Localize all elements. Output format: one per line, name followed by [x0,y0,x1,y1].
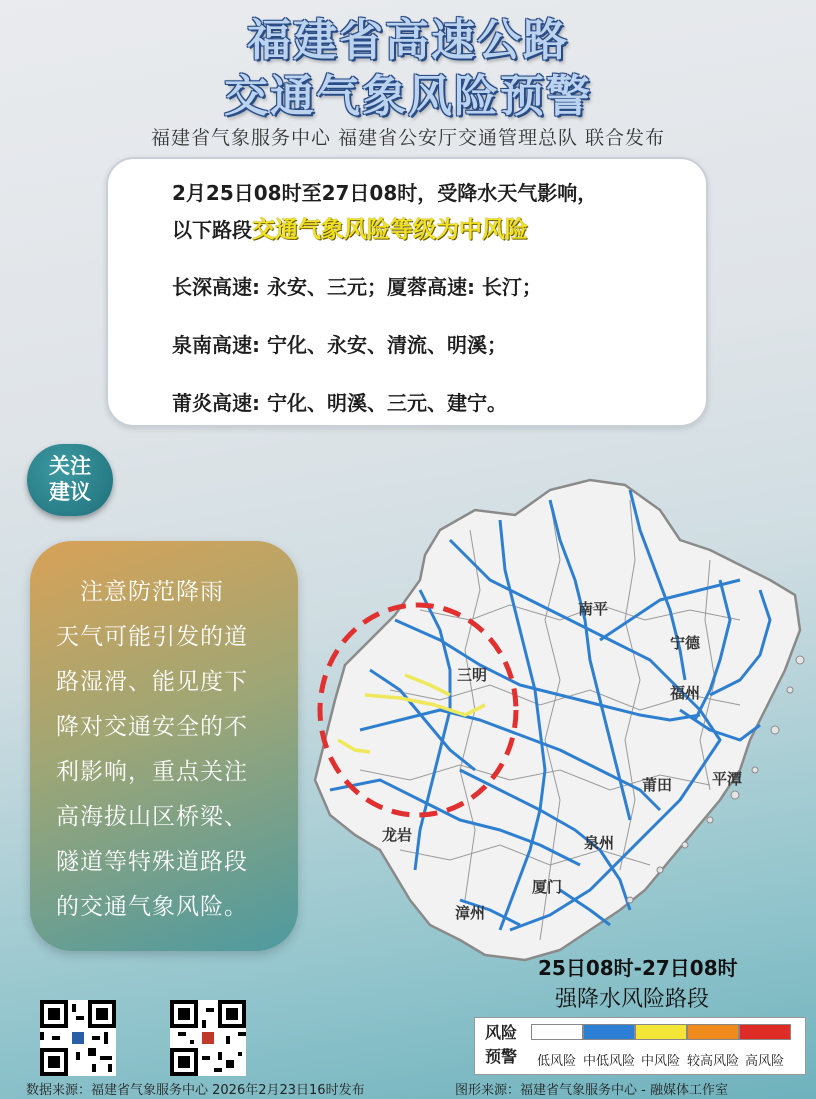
notice-risk-highlight: 交通气象风险等级为中风险 [252,217,528,243]
legend-swatch-low [531,1024,583,1040]
legend-title [479,1021,523,1069]
map-caption-title: 强降水风险路段 [555,987,710,1012]
city-sanming: 三明 [457,666,488,684]
advice-line-5: 利影响，重点关注 [56,759,248,785]
main-title-line1: 福建省高速公路 [247,15,569,66]
legend-swatch-mid [635,1024,687,1040]
legend-label-low: 低风险 [537,1054,577,1069]
legend-label-mid: 中风险 [641,1054,681,1069]
route-line-2: 泉南高速: 宁化、永安、清流、明溪； [172,333,507,357]
city-xiamen: 厦门 [532,878,563,896]
qr-code-weather-graphic [40,1000,116,1076]
advice-line-6: 高海拔山区桥梁、 [56,804,248,830]
advice-line-3: 路湿滑、能见度下 [56,669,248,695]
legend-swatch-higher [687,1024,739,1040]
qr-code-police[interactable] [170,1000,246,1076]
fujian-highway-map [300,470,810,990]
notice-time-line: 2月25日08时至27日08时，受降水天气影响， [172,181,598,205]
city-zhangzhou: 漳州 [455,904,486,922]
legend-title-line1: 风险 [484,1023,517,1042]
risk-legend [474,1017,806,1075]
legend-title-line2: 预警 [484,1047,517,1066]
city-fuzhou: 福州 [670,684,701,702]
notice-risk-prefix: 以下路段 [172,218,252,242]
publisher-line: 福建省气象服务中心 福建省公安厅交通管理总队 联合发布 [150,127,666,149]
route-line-1: 长深高速: 永安、三元；厦蓉高速: 长汀； [172,275,542,299]
map-svg [300,470,810,990]
notice-risk-line [172,211,528,244]
advice-badge-line2: 建议 [49,480,91,504]
legend-swatch-high [739,1024,791,1040]
city-pingtan: 平潭 [712,770,743,788]
data-source: 数据来源：福建省气象服务中心 2026年2月23日16时发布 [26,1083,365,1098]
city-quanzhou: 泉州 [584,834,615,852]
legend-label-low-mid: 中低风险 [583,1054,636,1069]
advice-line-7: 隧道等特殊道路段 [56,849,248,875]
map-caption-time: 25日08时-27日08时 [538,956,738,980]
route-line-3: 莆炎高速: 宁化、明溪、三元、建宁。 [172,391,507,415]
city-putian: 莆田 [642,776,673,794]
advice-line-2: 天气可能引发的道 [56,624,248,650]
city-ningde: 宁德 [670,634,701,652]
qr-code-police-graphic [170,1000,246,1076]
legend-label-higher: 较高风险 [687,1054,740,1069]
advice-line-4: 降对交通安全的不 [56,714,248,740]
legend-swatch-low-mid [583,1024,635,1040]
legend-label-high: 高风险 [745,1054,785,1069]
advice-badge-line1: 关注 [49,454,91,478]
qr-code-weather[interactable] [40,1000,116,1076]
main-title-line2: 交通气象风险预警 [224,71,592,122]
graphic-source: 图形来源：福建省气象服务中心 - 融媒体工作室 [455,1083,728,1098]
advice-card [30,541,298,951]
city-nanping: 南平 [578,600,609,618]
advice-line-1: 注意防范降雨 [56,579,224,605]
city-longyan: 龙岩 [382,826,413,844]
notice-box [106,157,708,427]
advice-badge [27,444,113,516]
advice-line-8: 的交通气象风险。 [56,894,248,920]
